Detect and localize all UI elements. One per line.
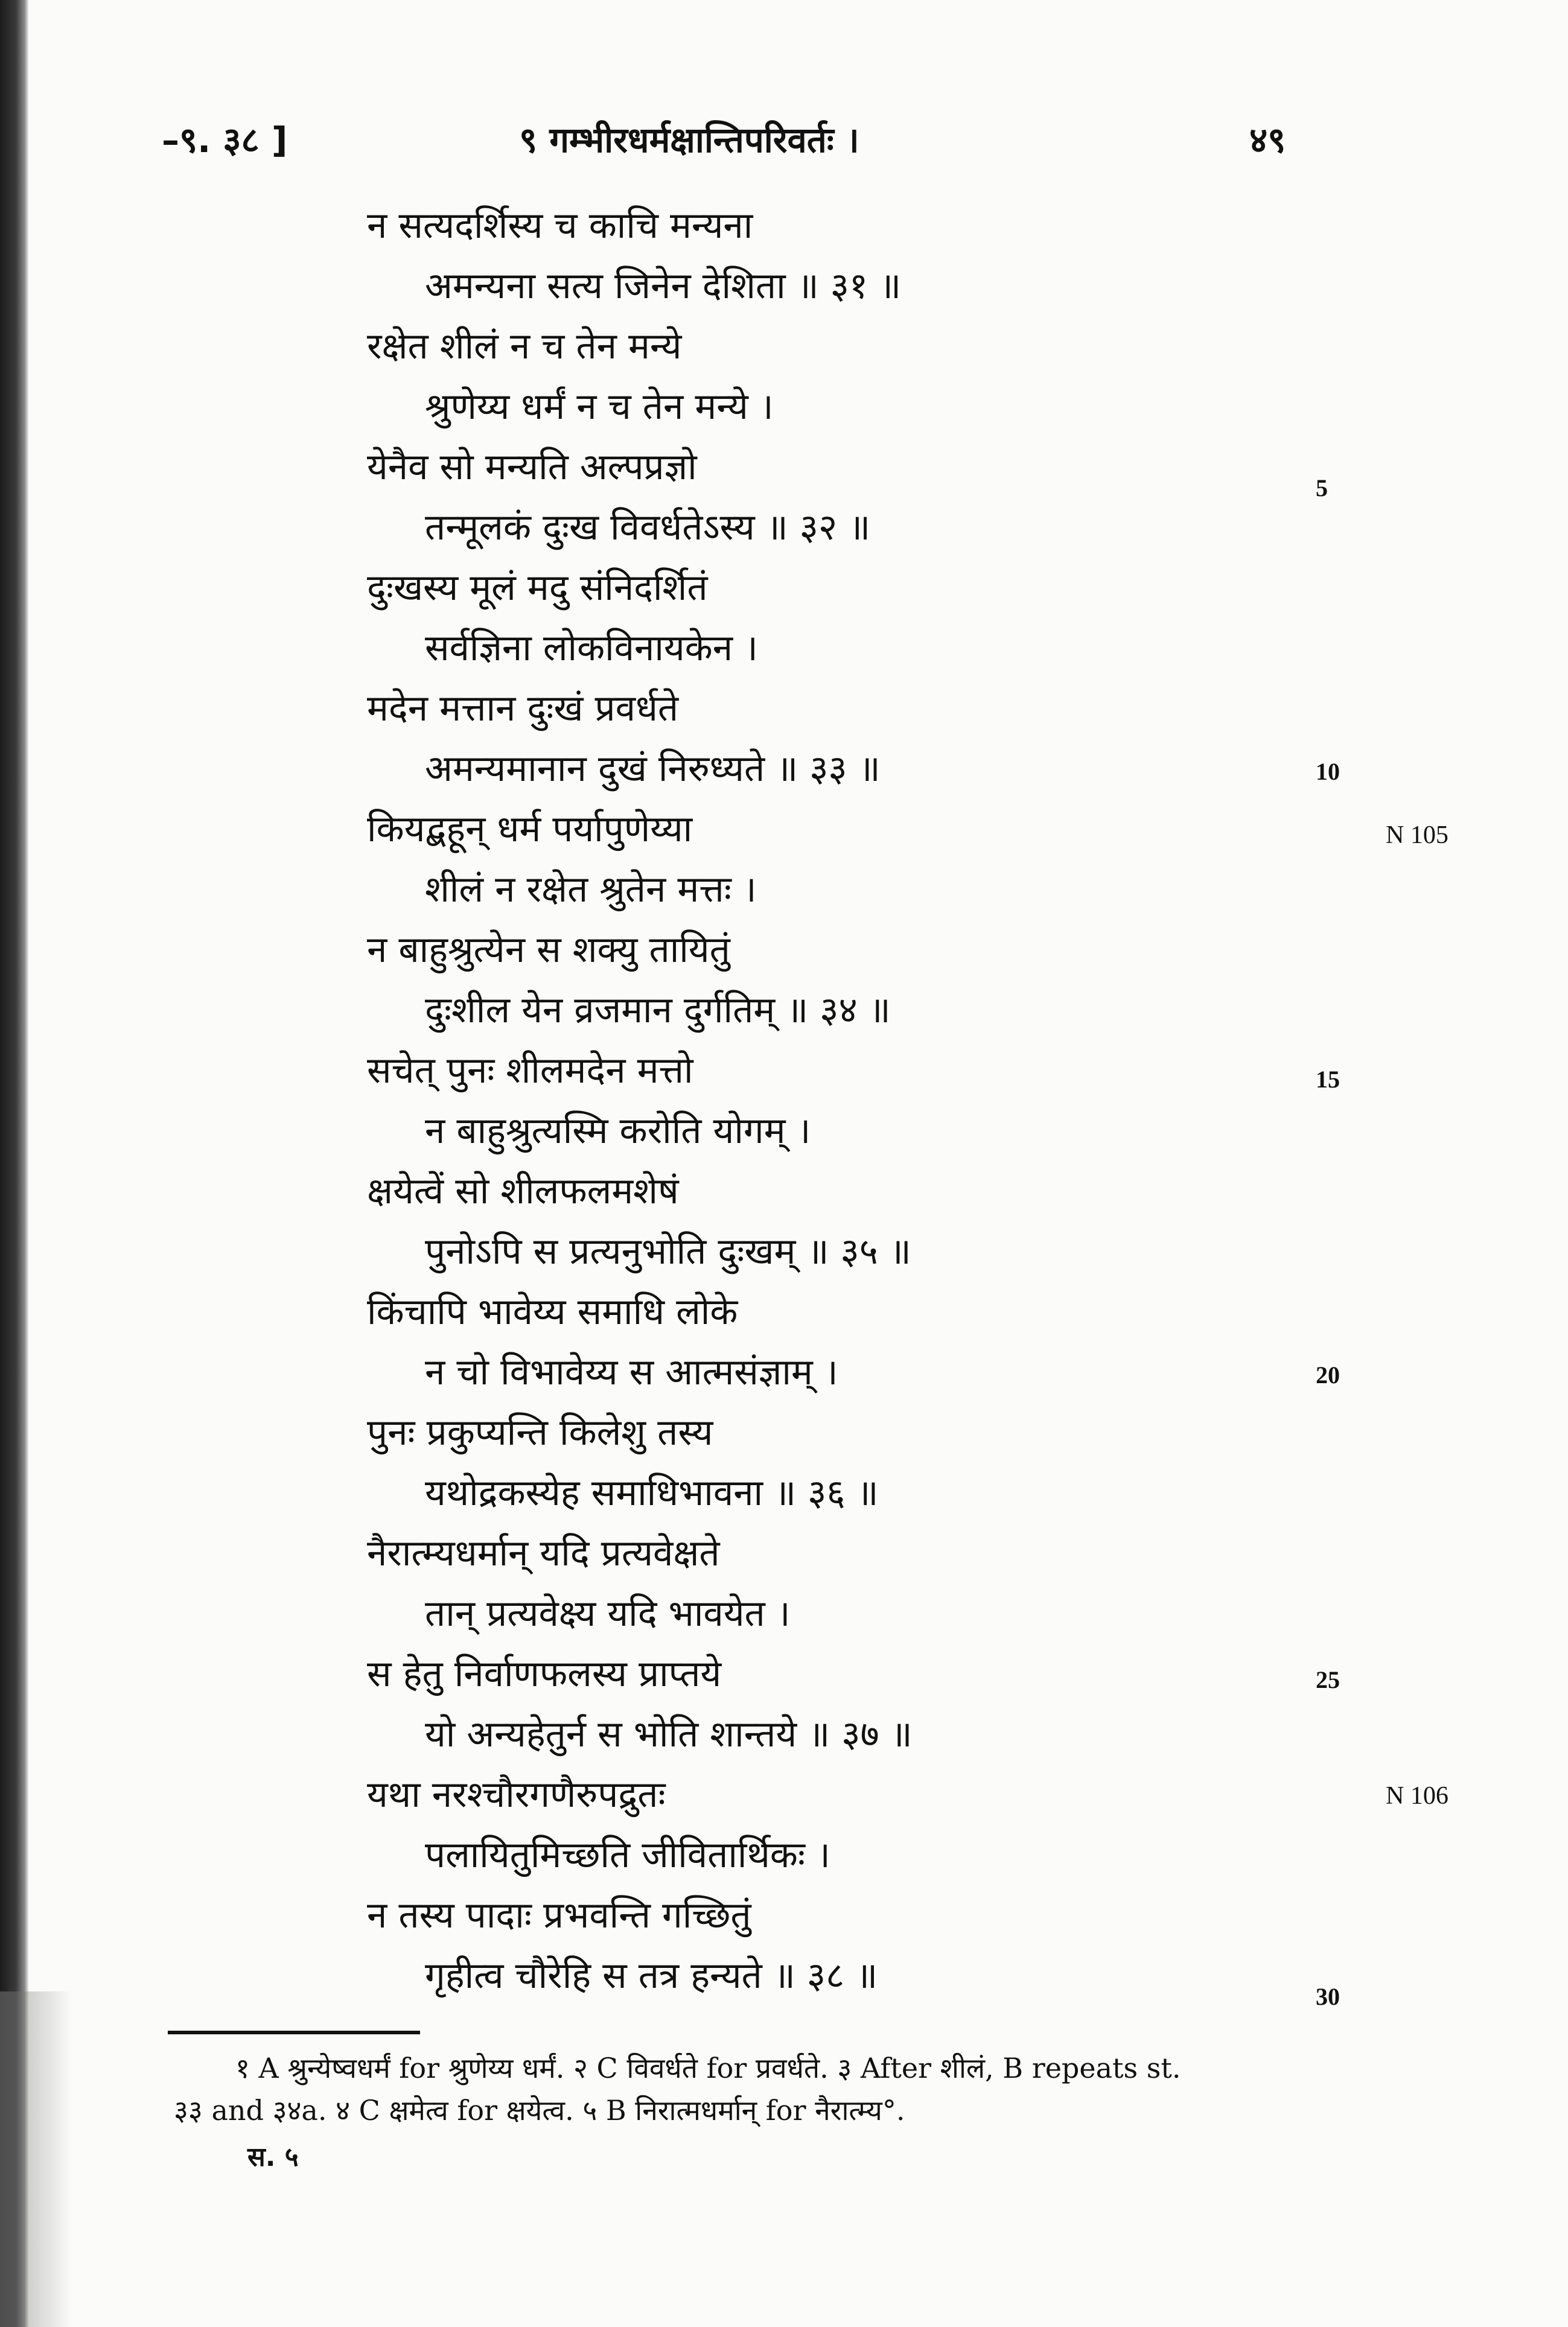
- verse-line: मदेन मत्तान दुःखं प्रवर्धते: [367, 687, 679, 730]
- verse-line: न सत्यदर्शिस्य च काचि मन्यना: [367, 205, 753, 247]
- verse-line: दुःखस्य मूलं मदु संनिदर्शितं: [367, 567, 708, 609]
- verse-line: अमन्यमानान दुखं निरुध्यते ॥ ३३ ॥: [425, 748, 881, 790]
- line-number: 15: [1316, 1066, 1340, 1093]
- verse-line: न तस्य पादाः प्रभवन्ति गच्छितुं: [367, 1894, 751, 1937]
- verse-line: न बाहुश्रुत्येन स शक्यु तायितुं: [367, 929, 730, 971]
- line-number: 20: [1316, 1361, 1340, 1389]
- page-number: ४९: [1249, 119, 1286, 161]
- verse-line: तन्मूलकं दुःख विवर्धतेऽस्य ॥ ३२ ॥: [425, 506, 871, 549]
- header-verse-range: –९. ३८ ]: [162, 119, 288, 161]
- footnote-line: ३३ and ३४a. ४ C क्षमेत्व for क्षयेत्व. ५ B निरात्मधर्मान् for नैरात्म्य°.: [174, 2094, 905, 2127]
- verse-line: अमन्यना सत्य जिनेन देशिता ॥ ३१ ॥: [425, 265, 902, 307]
- verse-line: पुनः प्रकुप्यन्ति किलेशु तस्य: [367, 1412, 713, 1454]
- verse-line: गृहीत्व चौरेहि स तत्र हन्यते ॥ ३८ ॥: [425, 1955, 878, 1997]
- manuscript-reference: N 105: [1386, 821, 1448, 849]
- verse-line: यथोद्रकस्येह समाधिभावना ॥ ३६ ॥: [425, 1472, 879, 1514]
- footnote-divider: [168, 2031, 420, 2034]
- verse-line: यो अन्यहेतुर्न स भोति शान्तये ॥ ३७ ॥: [425, 1713, 913, 1756]
- verse-line: सचेत् पुनः शीलमदेन मत्तो: [367, 1049, 693, 1092]
- line-number: 5: [1316, 474, 1328, 501]
- verse-line: न चो विभावेय्य स आत्मसंज्ञाम् ।: [425, 1351, 838, 1393]
- manuscript-reference: N 106: [1386, 1782, 1448, 1810]
- page-header: [0, 115, 1568, 163]
- footnote-line: १ A श्रुन्येष्वधर्मं for श्रुणेय्य धर्मं. २ C विवर्धते for प्रवर्धते. ३ After शीलं, B repeats st.: [235, 2052, 1181, 2084]
- verse-line: क्षयेत्वें सो शीलफलमशेषं: [367, 1170, 679, 1212]
- verse-line: कियद्बहून् धर्म पर्यापुणेय्या: [367, 808, 693, 850]
- verse-line: तान् प्रत्यवेक्ष्य यदि भावयेत ।: [425, 1593, 791, 1635]
- verse-line: स हेतु निर्वाणफलस्य प्राप्तये: [367, 1653, 722, 1695]
- verse-line: पलायितुमिच्छति जीवितार्थिकः ।: [425, 1834, 830, 1876]
- verse-line: शीलं न रक्षेत श्रुतेन मत्तः ।: [425, 868, 757, 911]
- verse-line: श्रुणेय्य धर्मं न च तेन मन्ये ।: [425, 386, 774, 428]
- verse-line: किंचापि भावेय्य समाधि लोके: [367, 1291, 738, 1333]
- verse-line: नैरात्म्यधर्मान् यदि प्रत्यवेक्षते: [367, 1532, 720, 1574]
- printer-signature-mark: स. ५: [247, 2142, 299, 2173]
- verse-line: सर्वज्ञिना लोकविनायकेन ।: [425, 627, 758, 669]
- verse-line: पुनोऽपि स प्रत्यनुभोति दुःखम् ॥ ३५ ॥: [425, 1230, 911, 1273]
- line-number: 25: [1316, 1666, 1340, 1693]
- verse-line: दुःशील येन व्रजमान दुर्गतिम् ॥ ३४ ॥: [425, 989, 891, 1031]
- line-number: 10: [1316, 758, 1340, 785]
- verse-line: यथा नरश्चौरगणैरुपद्रुतः: [367, 1774, 666, 1816]
- book-spine-shadow: [0, 0, 29, 2327]
- verse-line: येनैव सो मन्यति अल्पप्रज्ञो: [367, 446, 697, 488]
- verse-line: रक्षेत शीलं न च तेन मन्ये: [367, 325, 682, 368]
- chapter-title: ९ गम्भीरधर्मक्षान्तिपरिवर्तः ।: [519, 119, 859, 161]
- scan-edge-shadow: [0, 1991, 72, 2327]
- verse-line: न बाहुश्रुत्यस्मि करोति योगम् ।: [425, 1110, 811, 1152]
- line-number: 30: [1316, 1983, 1340, 2010]
